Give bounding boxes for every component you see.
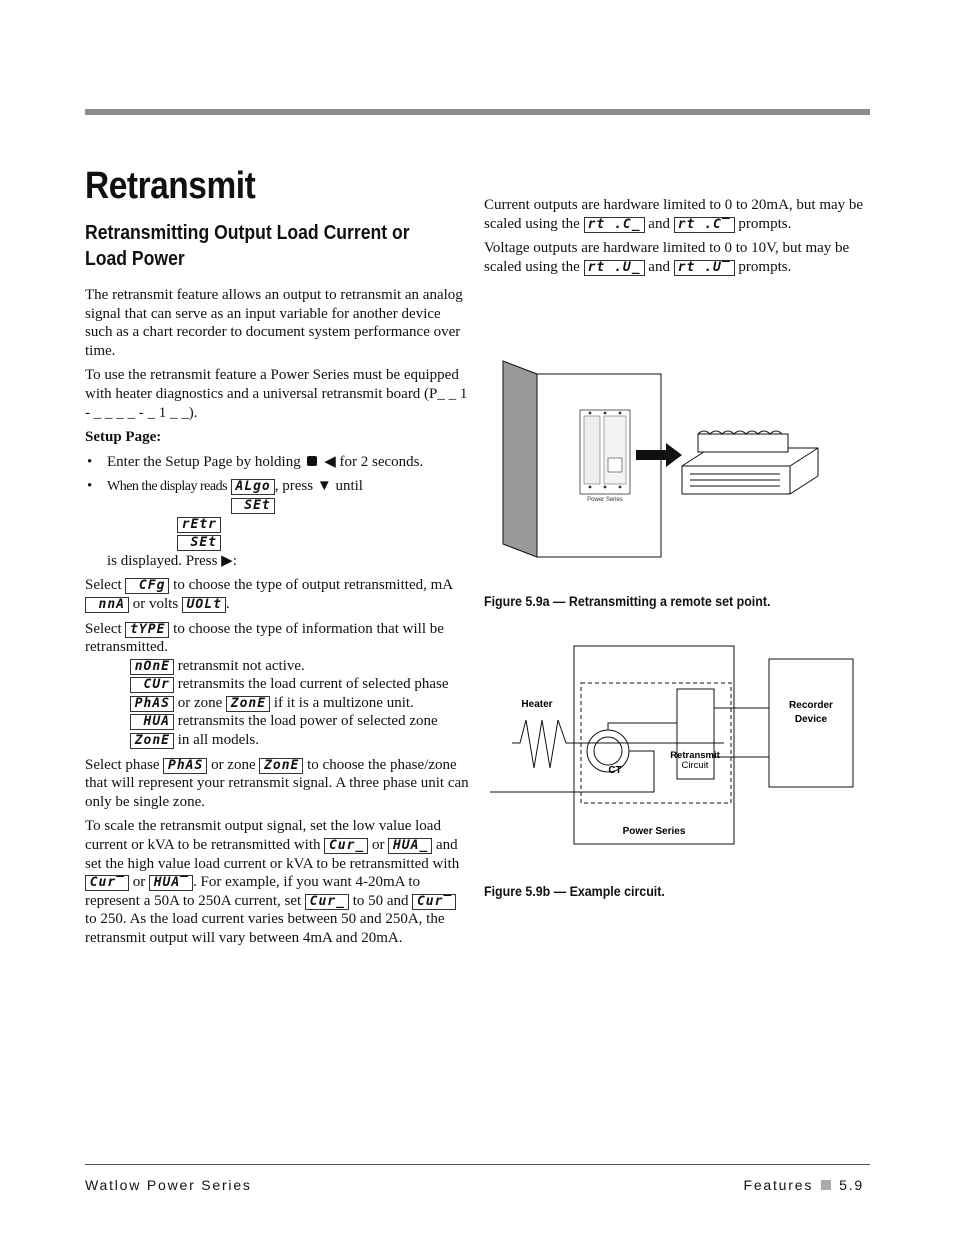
label-retransmit: Retransmit <box>670 750 720 761</box>
setup-page-label: Setup Page: <box>85 429 162 446</box>
lcd-hva: HUA <box>130 714 174 730</box>
left-column <box>85 286 470 954</box>
lcd-hva-hi: HUA‾ <box>149 875 193 891</box>
bullet-display-reads: • When the display reads ALgo SEt, press ▼ until rEtr SEt is displayed. Press ▶: <box>87 478 363 569</box>
footer-left: Watlow Power Series <box>85 1177 252 1193</box>
lcd-zone-3: ZonE <box>259 758 303 774</box>
figure-5-9b <box>484 640 864 855</box>
lcd-retr: rEtr <box>177 517 221 533</box>
lcd-volt: UOLt <box>182 597 226 613</box>
figure-5-9a-caption: Figure 5.9a — Retransmitting a remote set point. <box>484 594 771 609</box>
left-arrow-key-icon: ◀ <box>324 453 336 470</box>
lcd-cur-lo: Cur_ <box>324 838 368 854</box>
top-rule <box>85 109 870 115</box>
lcd-cur-lo-2: Cur_ <box>305 894 349 910</box>
ct-inner-ring <box>594 737 622 765</box>
heater-resistor <box>512 720 578 768</box>
select-cfg: Select CFg to choose the type of output retransmitted, mA nnA or volts UOLt . <box>85 577 453 612</box>
power-series-device <box>580 410 630 503</box>
option-cur: CUr retransmits the load current of selected phase PhAS or zone ZonE if it is a multizone unit. <box>130 675 470 712</box>
lcd-cur-hi-2: Cur‾ <box>412 894 456 910</box>
bullet-enter-setup: • Enter the Setup Page by holding ◀ for 2 seconds. <box>87 453 424 470</box>
lcd-algo: ALgo <box>231 479 275 495</box>
lcd-type: tYPE <box>125 622 169 638</box>
select-type: Select tYPE to choose the type of information that will be retransmitted. <box>85 620 444 656</box>
paragraph-current-outputs: Current outputs are hardware limited to 0 to 20mA, but may be scaled using the rt .C_ and rt .C‾ prompts. <box>484 197 864 232</box>
lcd-zone: ZonE <box>226 696 270 712</box>
section-heading: Retransmitting Output Load Current or Load Power <box>85 222 410 270</box>
lcd-zone-2: ZonE <box>130 733 174 749</box>
figure-5-9b-caption: Figure 5.9b — Example circuit. <box>484 884 665 899</box>
lcd-phas-2: PhAS <box>163 758 207 774</box>
paragraph-requirements: To use the retransmit feature a Power Series must be equipped with heater diagnostics and a universal retransmit board (P_ _ 1 - _ _ _ _ - _ 1 _ _). <box>85 367 468 421</box>
lcd-set: SEt <box>231 498 275 514</box>
lcd-cfg: CFg <box>125 578 169 594</box>
device-label: Power Series <box>587 497 623 503</box>
label-ct: CT <box>608 765 622 776</box>
lcd-rtv-lo: rt .U_ <box>584 260 645 276</box>
footer-right <box>743 1177 864 1193</box>
right-arrow-key-icon: ▶ <box>221 552 233 569</box>
select-phase-zone: Select phase PhAS or zone ZonE to choose the phase/zone that will represent your retransmit signal. A three phase unit can only be single zone. <box>85 756 469 810</box>
lcd-none: nOnE <box>130 659 174 675</box>
paragraph-intro: The retransmit feature allows an output to retransmit an analog signal that can serve as an input variable for another device such as a chart recorder to document system performance over time. <box>85 287 463 359</box>
lcd-rtc-hi: rt .C‾ <box>674 217 735 233</box>
enclosure-side <box>503 361 537 557</box>
label-heater: Heater <box>521 699 553 710</box>
figure-5-9a <box>500 358 830 563</box>
chart-recorder-icon <box>682 431 818 494</box>
down-arrow-key-icon: ▼ <box>316 478 332 495</box>
lcd-set-2: SEt <box>177 535 221 551</box>
label-circuit: Circuit <box>681 760 709 771</box>
option-none: nOnE retransmit not active. <box>130 657 470 676</box>
paragraph-voltage-outputs: Voltage outputs are hardware limited to 0 to 10V, but may be scaled using the rt .U_ and rt .U‾ prompts. <box>484 240 850 275</box>
page-number: 5.9 <box>839 1177 864 1193</box>
footer-section: Features <box>743 1177 814 1193</box>
paragraph-scaling: To scale the retransmit output signal, set the low value load current or kVA to be retransmitted with Cur_ or HUA_ and set the high value load current or kVA to be retransmitted with Cur‾ or HUA‾ . For example, if you want 4-20mA to represent a 50A to 250A current, set Cur_ to 50 and Cur‾ to 250. As the load current varies between 50 and 250A, the retransmit output will vary between 4mA and 20mA. <box>85 818 460 946</box>
lcd-rtv-hi: rt .U‾ <box>674 260 735 276</box>
page-title: Retransmit <box>85 165 256 207</box>
lcd-cur-hi: Cur‾ <box>85 875 129 891</box>
bullet-dot: • <box>87 478 93 495</box>
lcd-cur: CUr <box>130 677 174 693</box>
label-power-series: Power Series <box>622 826 686 837</box>
option-hva: HUA retransmits the load power of selected zone ZonE in all models. <box>130 712 470 749</box>
right-column <box>484 196 869 282</box>
lcd-ma: nnA <box>85 597 129 613</box>
label-device: Device <box>794 714 828 725</box>
footer-square-icon <box>821 1180 831 1190</box>
lcd-rtc-lo: rt .C_ <box>584 217 645 233</box>
label-recorder: Recorder <box>789 700 833 711</box>
lcd-phas: PhAS <box>130 696 174 712</box>
bullet-dot: • <box>87 453 93 470</box>
square-key-icon <box>307 456 317 466</box>
lcd-hva-lo: HUA_ <box>388 838 432 854</box>
footer-rule <box>85 1164 870 1165</box>
